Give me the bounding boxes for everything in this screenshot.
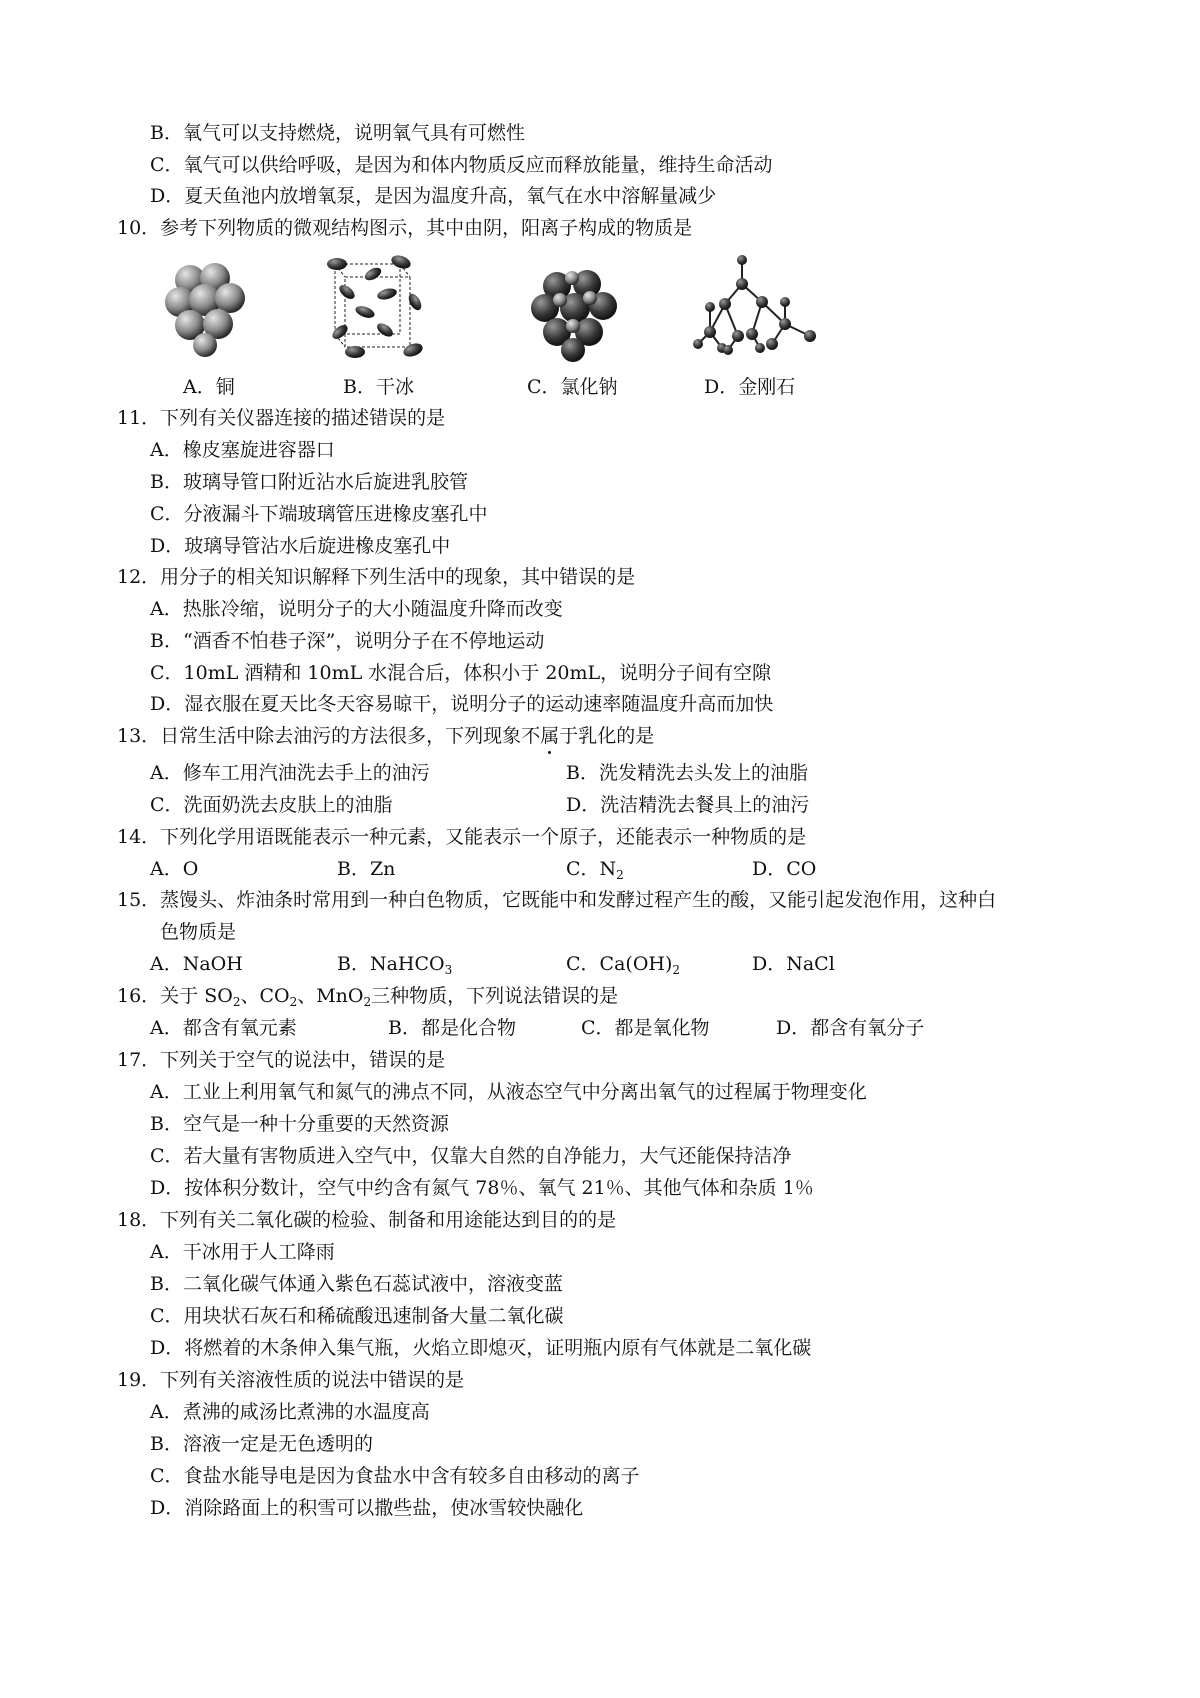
q15-option-b: B．NaHCO$_3$ xyxy=(337,953,453,977)
copper-structure-figure xyxy=(160,250,250,360)
q14-option-c: C．$N_2$ xyxy=(566,858,624,882)
q10-option-d: D．金刚石 xyxy=(704,376,796,398)
q13-option-b: B．洗发精洗去头发上的油脂 xyxy=(566,762,808,784)
q17-option-c: C．若大量有害物质进入空气中，仅靠大自然的自净能力，大气还能保持洁净 xyxy=(150,1145,792,1167)
q10-option-b: B．干冰 xyxy=(343,376,414,398)
sodium-chloride-structure-figure xyxy=(527,258,622,363)
q15-stem-line2: 色物质是 xyxy=(160,921,237,943)
q18-option-b: B．二氧化碳气体通入紫色石蕊试液中，溶液变蓝 xyxy=(150,1273,563,1295)
q14-option-a: A．O xyxy=(150,858,199,880)
q13-emphasis: 不属于 xyxy=(521,725,579,747)
q15-option-a: A．NaOH xyxy=(150,953,243,975)
q18-option-c: C．用块状石灰石和稀硫酸迅速制备大量二氧化碳 xyxy=(150,1305,564,1327)
q16-option-d: D．都含有氧分子 xyxy=(776,1017,925,1039)
q12-option-a: A．热胀冷缩，说明分子的大小随温度升降而改变 xyxy=(150,598,563,620)
q12-option-b: B．“酒香不怕巷子深”，说明分子在不停地运动 xyxy=(150,630,545,652)
q13-option-d: D．洗洁精洗去餐具上的油污 xyxy=(566,794,810,816)
q15-stem-line1: 15．蒸馒头、炸油条时常用到一种白色物质，它既能中和发酵过程产生的酸，又能引起发泡作用，这种白 xyxy=(117,889,997,911)
q10-option-c: C．氯化钠 xyxy=(527,376,618,398)
q10-option-a: A．铜 xyxy=(183,376,235,398)
q16-option-b: B．都是化合物 xyxy=(388,1017,516,1039)
q19-option-b: B．溶液一定是无色透明的 xyxy=(150,1433,373,1455)
q15-option-d: D．NaCl xyxy=(752,953,835,975)
q19-option-a: A．煮沸的咸汤比煮沸的水温度高 xyxy=(150,1401,430,1423)
q17-option-d: D．按体积分数计，空气中约含有氮气 78％、氧气 21％、其他气体和杂质 1％ xyxy=(150,1177,814,1199)
q16-option-a: A．都含有氧元素 xyxy=(150,1017,297,1039)
q13-option-c: C．洗面奶洗去皮肤上的油脂 xyxy=(150,794,393,816)
q12-stem: 12．用分子的相关知识解释下列生活中的现象，其中错误的是 xyxy=(117,566,636,588)
q18-option-d: D．将燃着的木条伸入集气瓶，火焰立即熄灭，证明瓶内原有气体就是二氧化碳 xyxy=(150,1337,812,1359)
q9-option-c: C．氧气可以供给呼吸，是因为和体内物质反应而释放能量，维持生命活动 xyxy=(150,154,773,176)
q14-option-d: D．CO xyxy=(752,858,817,880)
q12-option-d: D．湿衣服在夏天比冬天容易晾干，说明分子的运动速率随温度升高而加快 xyxy=(150,693,774,715)
q9-option-d: D．夏天鱼池内放增氧泵，是因为温度升高，氧气在水中溶解量减少 xyxy=(150,185,717,207)
q11-option-c: C．分液漏斗下端玻璃管压进橡皮塞孔中 xyxy=(150,503,488,525)
q12-option-c: C．10mL 酒精和 10mL 水混合后，体积小于 20mL，说明分子间有空隙 xyxy=(150,662,772,684)
diamond-structure-figure xyxy=(690,252,840,362)
q18-option-a: A．干冰用于人工降雨 xyxy=(150,1241,335,1263)
dry-ice-structure-figure xyxy=(325,252,435,367)
q18-stem: 18．下列有关二氧化碳的检验、制备和用途能达到目的的是 xyxy=(117,1209,617,1231)
q13-option-a: A．修车工用汽油洗去手上的油污 xyxy=(150,762,430,784)
q11-option-d: D．玻璃导管沾水后旋进橡皮塞孔中 xyxy=(150,535,451,557)
q14-option-b: B．Zn xyxy=(337,858,396,880)
q10-stem: 10．参考下列物质的微观结构图示，其中由阴，阳离子构成的物质是 xyxy=(117,217,693,239)
q14-stem: 14．下列化学用语既能表示一种元素，又能表示一个原子，还能表示一种物质的是 xyxy=(117,826,807,848)
q16-stem: 16．关于 $SO_2$、$CO_2$、MnO$_2$三种物质，下列说法错误的是 xyxy=(117,985,619,1009)
q11-option-b: B．玻璃导管口附近沾水后旋进乳胶管 xyxy=(150,471,468,493)
q13-stem: 13．日常生活中除去油污的方法很多，下列现象不属于乳化的是 xyxy=(117,725,655,747)
q17-option-a: A．工业上利用氧气和氮气的沸点不同，从液态空气中分离出氧气的过程属于物理变化 xyxy=(150,1081,867,1103)
q15-option-c: C．$Ca(OH)_2$ xyxy=(566,953,681,977)
q19-stem: 19．下列有关溶液性质的说法中错误的是 xyxy=(117,1369,465,1391)
q17-option-b: B．空气是一种十分重要的天然资源 xyxy=(150,1113,449,1135)
q19-option-c: C．食盐水能导电是因为食盐水中含有较多自由移动的离子 xyxy=(150,1465,640,1487)
q19-option-d: D．消除路面上的积雪可以撒些盐，使冰雪较快融化 xyxy=(150,1497,584,1519)
q11-option-a: A．橡皮塞旋进容器口 xyxy=(150,439,335,461)
q9-option-b: B．氧气可以支持燃烧，说明氧气具有可燃性 xyxy=(150,122,525,144)
q11-stem: 11．下列有关仪器连接的描述错误的是 xyxy=(117,407,446,429)
q17-stem: 17．下列关于空气的说法中，错误的是 xyxy=(117,1049,446,1071)
q16-option-c: C．都是氧化物 xyxy=(581,1017,710,1039)
